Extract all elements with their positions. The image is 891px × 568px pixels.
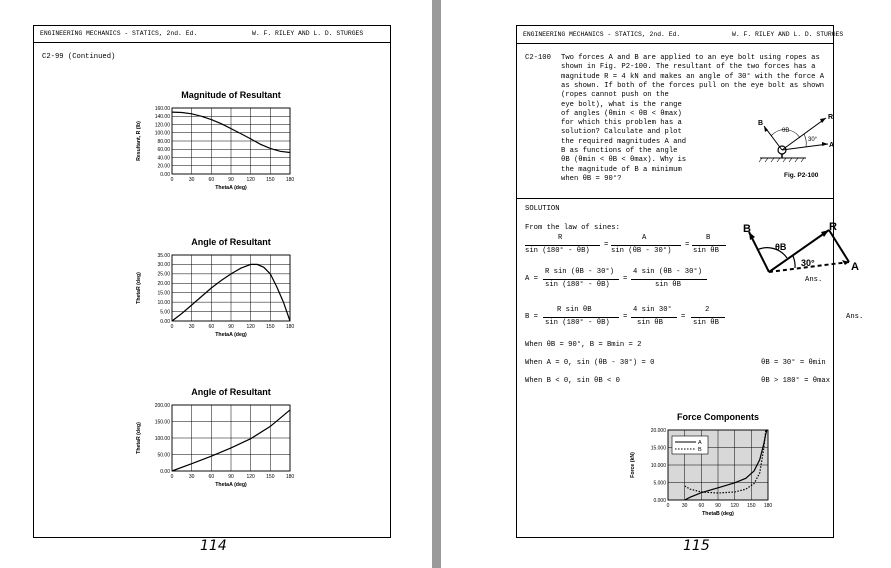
x-tick-label: 180 [285, 474, 295, 480]
eq-b-fraction-bar [631, 317, 677, 318]
header-authors: W. F. RILEY AND L. D. STURGES [252, 30, 364, 37]
header-divider [33, 42, 391, 43]
eq-b-num1: R sin θB [557, 306, 592, 314]
fig-caption: Fig. P2-100 [784, 172, 819, 179]
eq-a-equals: = [623, 275, 628, 283]
sketch-label-a: A [851, 261, 859, 273]
x-tick-label: 30 [681, 503, 688, 509]
equation-a [525, 268, 765, 296]
problem-label: C2-99 (Continued) [42, 53, 116, 61]
problem-line: eye bolt), what is the range [561, 100, 682, 109]
eq-a-lhs: A = [525, 275, 538, 283]
x-tick-label: 120 [246, 474, 255, 480]
problem-line: the required magnitudes A and [561, 137, 687, 146]
y-tick-label: 10.00 [157, 299, 170, 306]
x-tick-label: 180 [763, 503, 773, 509]
legend-label: A [698, 440, 702, 446]
eq-b-fraction-bar [543, 317, 619, 318]
y-tick-label: 80.00 [157, 138, 170, 145]
eq-b-num2: 4 sin 30° [633, 306, 672, 314]
force-triangle [749, 230, 849, 272]
sketch-label-angle: 30° [801, 258, 815, 268]
problem-line: Two forces A and B are applied to an eye bolt using ropes as [561, 54, 820, 62]
eq1-r-den: sin (180° - θB) [525, 247, 590, 255]
eq1-fraction-bar [692, 245, 726, 246]
x-tick-label: 120 [730, 503, 739, 509]
eq1-equals-1: = [604, 241, 609, 249]
chart-force-components [616, 410, 786, 528]
solution-divider [516, 198, 834, 199]
problem-line: B as functions of the angle [561, 147, 678, 155]
y-tick-label: 60.00 [157, 147, 170, 154]
x-tick-label: 150 [747, 503, 756, 509]
solution-title: SOLUTION [525, 205, 560, 213]
y-axis-label: Force (kN) [630, 452, 636, 478]
problem-line: for which this problem has a [561, 119, 682, 128]
chart-title: Magnitude of Resultant [181, 90, 281, 100]
x-tick-label: 0 [666, 503, 670, 509]
legend [672, 436, 708, 454]
y-tick-label: 5.000 [653, 480, 666, 487]
y-tick-label: 0.000 [653, 497, 666, 504]
eq-b-lhs: B = [525, 313, 538, 321]
answer-label-2: Ans. [846, 313, 864, 321]
y-tick-label: 20.00 [157, 281, 170, 288]
page-gutter [432, 0, 441, 568]
y-tick-label: 25.00 [157, 271, 170, 278]
problem-line: of angles (θmin < θB < θmax) [561, 109, 682, 118]
fig-label-r: R [828, 114, 834, 121]
law-of-sines-text: From the law of sines: [525, 224, 620, 232]
y-tick-label: 150.00 [154, 419, 170, 426]
theta-max-result: θB > 180° = θmax [761, 377, 831, 385]
x-tick-label: 90 [228, 177, 234, 183]
y-tick-label: 100.00 [154, 130, 170, 137]
x-tick-label: 30 [188, 324, 195, 330]
eq1-a-den: sin (θB - 30°) [611, 247, 672, 255]
x-tick-label: 60 [208, 177, 215, 183]
problem-line: (ropes cannot push on the [561, 91, 669, 100]
y-tick-label: 40.00 [157, 155, 170, 162]
header-divider [516, 43, 834, 44]
page-number-left: 114 [200, 538, 227, 554]
y-tick-label: 35.00 [157, 252, 170, 259]
eq-b-den2: sin θB [637, 319, 663, 327]
eq-a-num1: R sin (θB - 30°) [545, 268, 615, 276]
x-axis-label: ThetaA (deg) [215, 185, 247, 191]
y-tick-label: 50.00 [157, 452, 170, 459]
y-tick-label: 120.00 [154, 122, 170, 129]
eye-bolt-diagram [759, 118, 828, 162]
x-tick-label: 150 [266, 177, 275, 183]
sketch-label-b: B [743, 223, 751, 235]
theta-min-result: θB = 30° = θmin [761, 359, 826, 367]
problem-line: solution? Calculate and plot [561, 128, 682, 137]
y-tick-label: 20.00 [157, 163, 170, 170]
chart-angle-of-resultant-2 [120, 385, 300, 500]
eq-b-den3: sin θB [693, 319, 719, 327]
legend-label: B [698, 447, 702, 453]
eq1-fraction-bar [611, 245, 681, 246]
x-tick-label: 60 [698, 503, 705, 509]
x-tick-label: 120 [246, 324, 255, 330]
y-tick-label: 200.00 [154, 402, 170, 409]
eq-a-den2: sin θB [655, 281, 681, 289]
figure-p2-100 [756, 110, 836, 182]
y-tick-label: 5.00 [160, 309, 170, 316]
x-tick-label: 90 [715, 503, 721, 509]
right-page [441, 0, 891, 568]
chart-magnitude-of-resultant [120, 88, 300, 203]
eq1-equals-2: = [685, 241, 690, 249]
y-tick-label: 30.00 [157, 262, 170, 269]
x-tick-label: 60 [208, 474, 215, 480]
problem-line: shown in Fig. P2-100. The resultant of the two forces has a [561, 63, 816, 72]
eq-b-equals-1: = [623, 313, 628, 321]
y-tick-label: 0.00 [160, 171, 170, 178]
answer-label-1: Ans. [805, 276, 823, 284]
x-tick-label: 0 [170, 324, 174, 330]
y-tick-label: 160.00 [154, 105, 170, 112]
y-tick-label: 140.00 [154, 114, 170, 121]
problem-line: the magnitude of B a minimum [561, 165, 682, 174]
x-tick-label: 180 [285, 177, 295, 183]
fig-label-theta: θB [782, 128, 790, 134]
x-tick-label: 120 [246, 177, 255, 183]
problem-label: C2-100 [525, 54, 551, 62]
x-tick-label: 90 [228, 474, 234, 480]
problem-line: as shown. If both of the forces pull on the eye bolt as shown [561, 81, 825, 90]
chart-angle-of-resultant-1 [120, 235, 300, 350]
x-tick-label: 150 [266, 474, 275, 480]
page-number-right: 115 [683, 538, 710, 554]
eq1-fraction-bar [525, 245, 600, 246]
x-axis-label: ThetaA (deg) [215, 332, 247, 338]
x-tick-label: 180 [285, 324, 295, 330]
y-tick-label: 10.000 [650, 462, 666, 469]
y-axis-label: ThetaR (deg) [136, 422, 142, 454]
y-tick-label: 15.00 [157, 290, 170, 297]
eq-b-den1: sin (180° - θB) [545, 319, 610, 327]
eq-b-num3: 2 [705, 306, 710, 314]
header-title: ENGINEERING MECHANICS - STATICS, 2nd. Ed. [40, 30, 198, 37]
equation-law-of-sines [525, 234, 725, 262]
x-tick-label: 30 [188, 474, 195, 480]
y-tick-label: 15.000 [650, 445, 666, 452]
eq-b-fraction-bar [691, 317, 725, 318]
x-tick-label: 150 [266, 324, 275, 330]
eq-a-fraction-bar [631, 279, 707, 280]
x-axis-label: ThetaB (deg) [702, 511, 734, 517]
y-axis-label: Resultant, R (lb) [136, 121, 142, 161]
solution-sketch [741, 220, 871, 278]
chart-title: Angle of Resultant [191, 387, 271, 397]
y-tick-label: 100.00 [154, 435, 170, 442]
x-tick-label: 90 [228, 324, 234, 330]
chart-title: Angle of Resultant [191, 237, 271, 247]
problem-line: when θB = 90°? [561, 174, 622, 183]
eq-a-num2: 4 sin (θB - 30°) [633, 268, 703, 276]
when-a-zero: When A = 0, sin (θB - 30°) = 0 [525, 359, 655, 367]
y-tick-label: 0.00 [160, 318, 170, 325]
eq-b-equals-2: = [681, 313, 686, 321]
x-tick-label: 0 [170, 177, 174, 183]
fig-label-angle: 30° [808, 137, 818, 143]
equation-b [525, 306, 765, 334]
header-authors: W. F. RILEY AND L. D. STURGES [732, 31, 844, 38]
eq1-b-den: sin θB [693, 247, 719, 255]
problem-line: magnitude R = 4 kN and makes an angle of 30° with the force A [561, 72, 825, 81]
problem-line: θB (θmin < θB < θmax). Why is [561, 156, 687, 165]
sketch-label-theta: θB [775, 242, 787, 252]
header-title: ENGINEERING MECHANICS - STATICS, 2nd. Ed. [523, 31, 681, 38]
x-axis-label: ThetaA (deg) [215, 482, 247, 488]
fig-label-b: B [758, 120, 764, 127]
left-page [0, 0, 432, 568]
eq1-a-num: A [642, 234, 647, 242]
y-tick-label: 20.000 [650, 427, 666, 434]
x-tick-label: 30 [188, 177, 195, 183]
eq-a-fraction-bar [543, 279, 619, 280]
chart-title: Force Components [676, 412, 760, 422]
sketch-label-r: R [829, 221, 837, 233]
x-tick-label: 0 [170, 474, 174, 480]
y-tick-label: 0.00 [160, 468, 170, 475]
eq1-r-num: R [558, 234, 563, 242]
eq-a-den1: sin (180° - θB) [545, 281, 610, 289]
when-theta-90: When θB = 90°, B = Bmin = 2 [525, 341, 642, 349]
eq1-b-num: B [706, 234, 711, 242]
when-b-negative: When B < 0, sin θB < 0 [525, 377, 620, 385]
fig-label-a: A [829, 142, 835, 149]
x-tick-label: 60 [208, 324, 215, 330]
y-axis-label: ThetaR (deg) [136, 272, 142, 304]
